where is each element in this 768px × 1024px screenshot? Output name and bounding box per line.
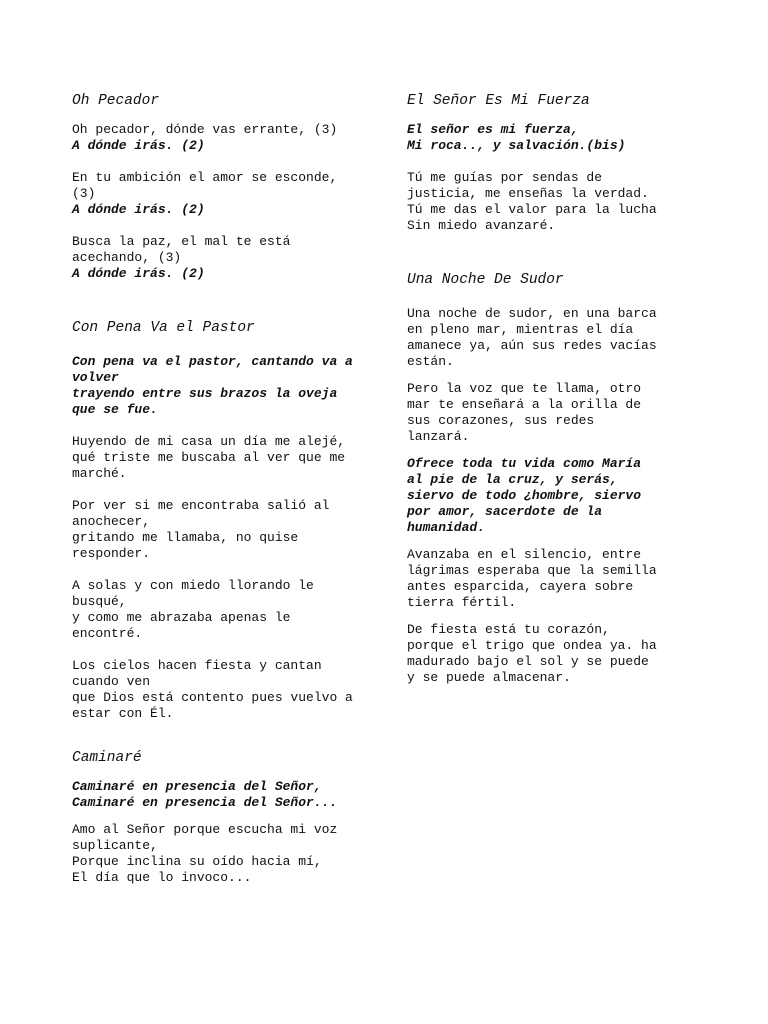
song-title-con-pena-va-el-pastor: Con Pena Va el Pastor	[72, 320, 255, 336]
stanza: Por ver si me encontraba salió al anochecer, gritando me llamaba, no quise responder.	[72, 498, 330, 561]
left-column	[72, 91, 367, 886]
song-title-una-noche-de-sudor: Una Noche De Sudor	[407, 272, 564, 288]
song-title-el-senor-es-mi-fuerza: El Señor Es Mi Fuerza	[407, 93, 590, 109]
stanza: A solas y con miedo llorando le busqué, y como me abrazaba apenas le encontré.	[72, 578, 314, 641]
stanza: Amo al Señor porque escucha mi voz suplicante, Porque inclina su oído hacia mí, El día que lo invoco...	[72, 822, 338, 885]
stanza: Una noche de sudor, en una barca en pleno mar, mientras el día amanece ya, aún sus redes vacías están.	[407, 306, 657, 369]
refrain: Con pena va el pastor, cantando va a volver trayendo entre sus brazos la oveja que se fue.	[72, 354, 353, 417]
refrain: A dónde irás. (2)	[72, 266, 205, 281]
stanza: Pero la voz que te llama, otro mar te enseñará a la orilla de sus corazones, sus redes lanzará.	[407, 381, 642, 444]
song-title-caminare: Caminaré	[72, 750, 142, 766]
stanza: Avanzaba en el silencio, entre lágrimas esperaba que la semilla antes esparcida, cayera sobre tierra fértil.	[407, 547, 657, 610]
stanza: Oh pecador, dónde vas errante, (3)	[72, 122, 338, 137]
stanza: De fiesta está tu corazón, porque el trigo que ondea ya. ha madurado bajo el sol y se puede y se puede almacenar.	[407, 622, 657, 685]
stanza: En tu ambición el amor se esconde, (3)	[72, 170, 338, 201]
song-title-oh-pecador: Oh Pecador	[72, 93, 160, 109]
refrain: El señor es mi fuerza, Mi roca.., y salvación.(bis)	[407, 122, 626, 153]
stanza: Busca la paz, el mal te está acechando, (3)	[72, 234, 291, 265]
refrain: A dónde irás. (2)	[72, 138, 205, 153]
refrain: Caminaré en presencia del Señor, Caminaré en presencia del Señor...	[72, 779, 338, 810]
right-column	[407, 91, 657, 686]
stanza: Los cielos hacen fiesta y cantan cuando ven que Dios está contento pues vuelvo a estar con Él.	[72, 658, 353, 721]
stanza: Tú me guías por sendas de justicia, me enseñas la verdad. Tú me das el valor para la lucha Sin miedo avanzaré.	[407, 170, 657, 233]
refrain: Ofrece toda tu vida como María al pie de la cruz, y serás, siervo de todo ¿hombre, siervo por amor, sacerdote de la humanidad.	[407, 456, 642, 535]
refrain: A dónde irás. (2)	[72, 202, 205, 217]
stanza: Huyendo de mi casa un día me alejé, qué triste me buscaba al ver que me marché.	[72, 434, 346, 481]
